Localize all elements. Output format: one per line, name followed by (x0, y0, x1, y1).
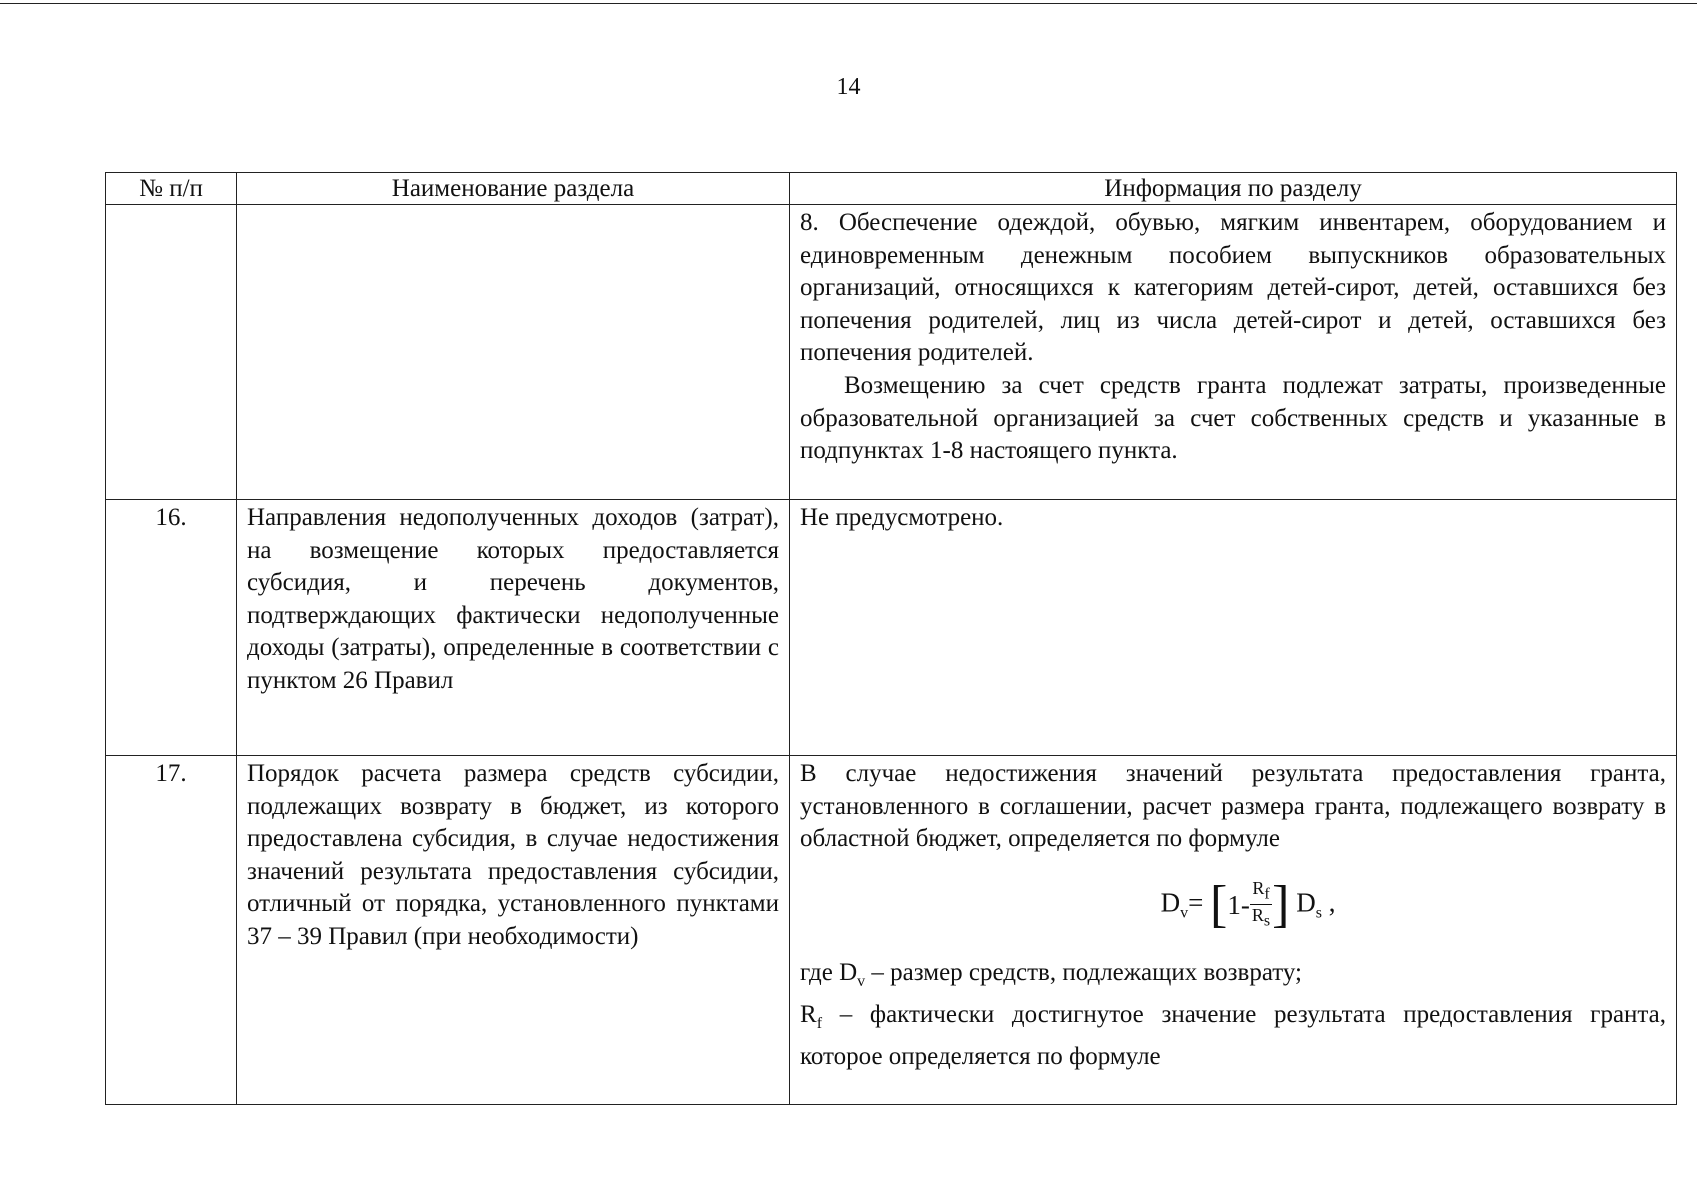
definition-symbol: R (800, 1001, 817, 1029)
info-paragraph (800, 999, 1666, 1073)
formula-lhs-subscript: v (1180, 904, 1189, 922)
header-section-name: Наименование раздела (237, 173, 790, 205)
definition-subscript: v (857, 973, 866, 991)
formula-tail: , (1321, 887, 1336, 918)
row-number: 17. (106, 756, 237, 1105)
formula-right-bracket: ] (1272, 875, 1290, 933)
numerator-subscript: f (1264, 885, 1270, 903)
definition-text: – фактически достигнутое значение результата предоставления гранта, которое определяется по формуле (800, 1001, 1666, 1070)
denominator-subscript: s (1263, 912, 1271, 930)
formula-numerator (1250, 878, 1272, 906)
row-number: 16. (106, 500, 237, 756)
info-paragraph: 8. Обеспечение одеждой, обувью, мягким инвентарем, оборудованием и единовременным денежным пособием выпускников образовательных организаций, относящихся к категориям детей-сирот, детей, оставшихся без попечения родителей, лиц из числа детей-сирот и детей, оставшихся без попечения родителей. (800, 209, 1666, 367)
formula-denominator (1250, 905, 1272, 932)
info-paragraph (800, 957, 1666, 999)
table-header-row (106, 173, 1677, 205)
page-top-border (0, 3, 1697, 4)
row-section-name (237, 205, 790, 500)
row-number (106, 205, 237, 500)
formula-fraction (1250, 878, 1272, 932)
table-row (106, 205, 1677, 500)
definition-symbol: где D (800, 959, 858, 987)
section-table (105, 172, 1677, 1105)
info-paragraph: В случае недостижения значений результата предоставления гранта, установленного в соглашении, расчет размера гранта, подлежащего возврату в областной бюджет, определяется по формуле (800, 760, 1666, 853)
formula-lhs: D (1160, 887, 1181, 918)
row-section-name: Направления недополученных доходов (затрат), на возмещение которых предоставляется субсидия, и перечень документов, подтверждающих фактически недополученные доходы (затраты), определенные в соответствии с пунктом 26 Правил (237, 500, 790, 756)
row-section-info (790, 205, 1677, 500)
table-row (106, 500, 1677, 756)
header-number: № п/п (106, 173, 237, 205)
formula-rhs: D (1296, 887, 1316, 918)
formula-one-minus: 1- (1227, 889, 1250, 920)
formula-rhs-subscript: s (1315, 904, 1322, 922)
page-number: 14 (836, 74, 861, 100)
numerator-symbol: R (1252, 877, 1265, 898)
denominator-symbol: R (1251, 905, 1264, 926)
formula-equals: = (1188, 887, 1204, 918)
table-row (106, 756, 1677, 1105)
row-section-info: Не предусмотрено. (790, 500, 1677, 756)
refund-formula (800, 875, 1666, 934)
formula-left-bracket: [ (1210, 875, 1228, 933)
definition-subscript: f (816, 1015, 823, 1033)
row-section-name: Порядок расчета размера средств субсидии, подлежащих возврату в бюджет, из которого предоставлена субсидия, в случае недостижения значений результата предоставления субсидии, отличный от порядка, установленного пунктами 37 – 39 Правил (при необходимости) (237, 756, 790, 1105)
header-section-info: Информация по разделу (790, 173, 1677, 205)
row-section-info (790, 756, 1677, 1105)
definition-text: – размер средств, подлежащих возврату; (865, 959, 1303, 987)
info-paragraph: Возмещению за счет средств гранта подлежат затраты, произведенные образовательной организацией за счет собственных средств и указанные в подпунктах 1-8 настоящего пункта. (800, 371, 1666, 465)
